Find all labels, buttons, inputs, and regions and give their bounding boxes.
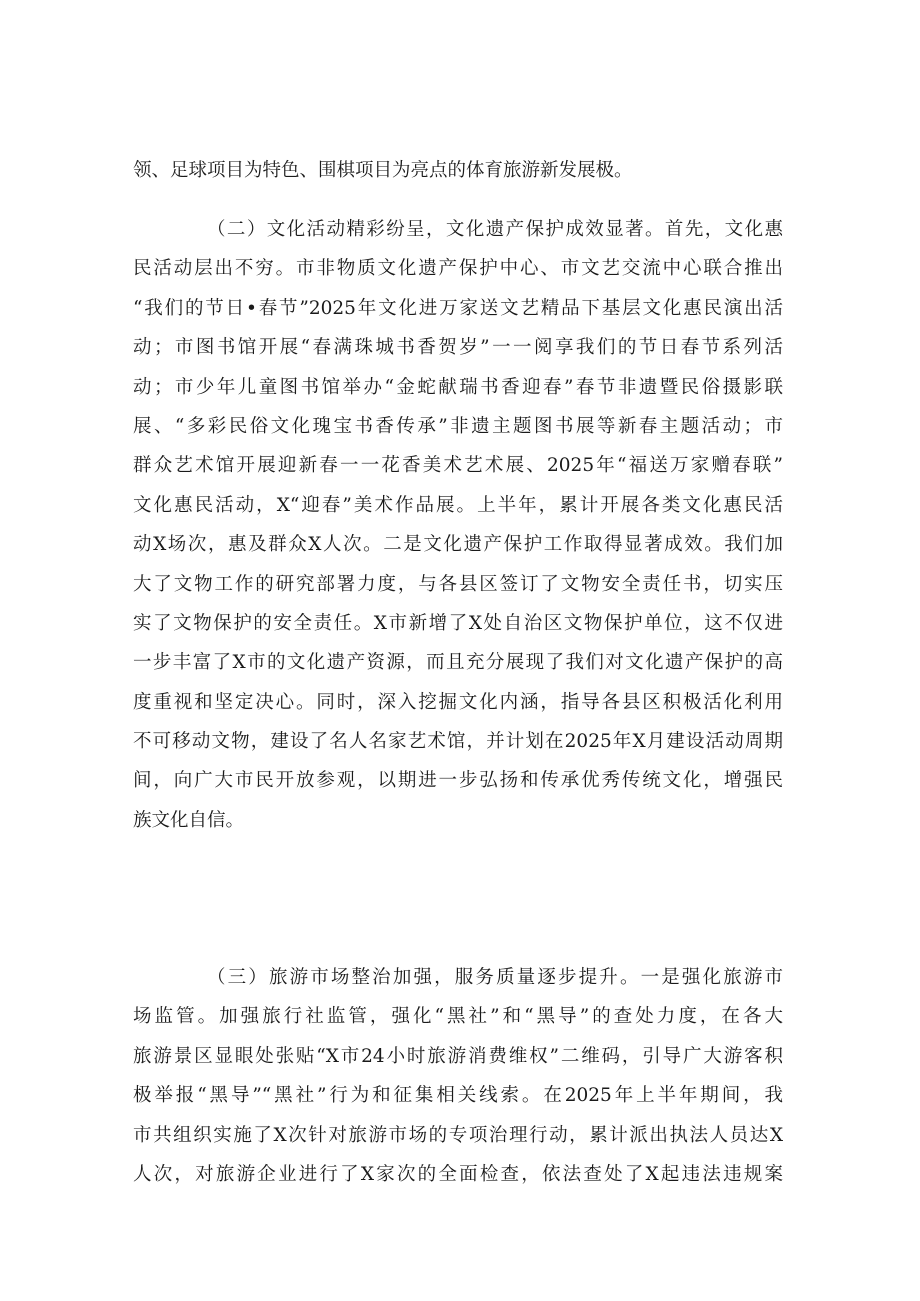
- text-line: 大了文物工作的研究部署力度，与各县区签订了文物安全责任书，切实压: [133, 573, 783, 595]
- text-line: 民活动层出不穷。市非物质文化遗产保护中心、市文艺交流中心联合推出: [133, 258, 783, 280]
- text-line: （三）旅游市场整治加强，服务质量逐步提升。一是强化旅游市: [207, 967, 783, 988]
- text-line: 市共组织实施了X次针对旅游市场的专项治理行动，累计派出执法人员达X: [133, 1124, 783, 1146]
- paragraph-3: [133, 958, 783, 1194]
- text-line: 旅游景区显眼处张贴“X市24小时旅游消费维权”二维码，引导广大游客积: [133, 1045, 783, 1067]
- text-line: 展、“多彩民俗文化瑰宝书香传承”非遗主题图书展等新春主题活动；市: [133, 415, 783, 437]
- text-line: 文化惠民活动，X“迎春”美术作品展。上半年，累计开展各类文化惠民活: [133, 494, 783, 516]
- text-line: “我们的节日•春节”2025年文化进万家送文艺精品下基层文化惠民演出活: [133, 297, 783, 319]
- text-line: 场监管。加强旅行社监管，强化“黑社”和“黑导”的查处力度，在各大: [133, 1006, 783, 1028]
- paragraph-1: [133, 151, 783, 190]
- text-line: 间，向广大市民开放参观，以期进一步弘扬和传承优秀传统文化，增强民: [133, 770, 783, 792]
- paragraph-2: [133, 210, 783, 840]
- text-line: 不可移动文物，建设了名人名家艺术馆，并计划在2025年X月建设活动周期: [133, 731, 783, 753]
- text-line: 人次，对旅游企业进行了X家次的全面检查，依法查处了X起违法违规案: [133, 1163, 783, 1185]
- text-line: 度重视和坚定决心。同时，深入挖掘文化内涵，指导各县区积极活化利用: [133, 691, 783, 713]
- text-line: 极举报“黑导”“黑社”行为和征集相关线索。在2025年上半年期间，我: [133, 1085, 783, 1107]
- text-line: 群众艺术馆开展迎新春一一花香美术艺术展、2025年“福送万家赠春联”: [133, 455, 783, 477]
- text-line: 一步丰富了X市的文化遗产资源，而且充分展现了我们对文化遗产保护的高: [133, 652, 783, 674]
- text-line: 动X场次，惠及群众X人次。二是文化遗产保护工作取得显著成效。我们加: [133, 534, 783, 556]
- text-line: 实了文物保护的安全责任。X市新增了X处自治区文物保护单位，这不仅进: [133, 612, 783, 634]
- text-line: 动；市图书馆开展“春满珠城书香贺岁”一一阅享我们的节日春节系列活: [133, 337, 783, 359]
- text-line: 族文化自信。: [133, 809, 245, 831]
- text-line: 领、足球项目为特色、围棋项目为亮点的体育旅游新发展极。: [133, 160, 633, 181]
- text-line: 动；市少年儿童图书馆举办“金蛇献瑞书香迎春”春节非遗暨民俗摄影联: [133, 376, 783, 398]
- text-line: （二）文化活动精彩纷呈，文化遗产保护成效显著。首先，文化惠: [207, 219, 783, 240]
